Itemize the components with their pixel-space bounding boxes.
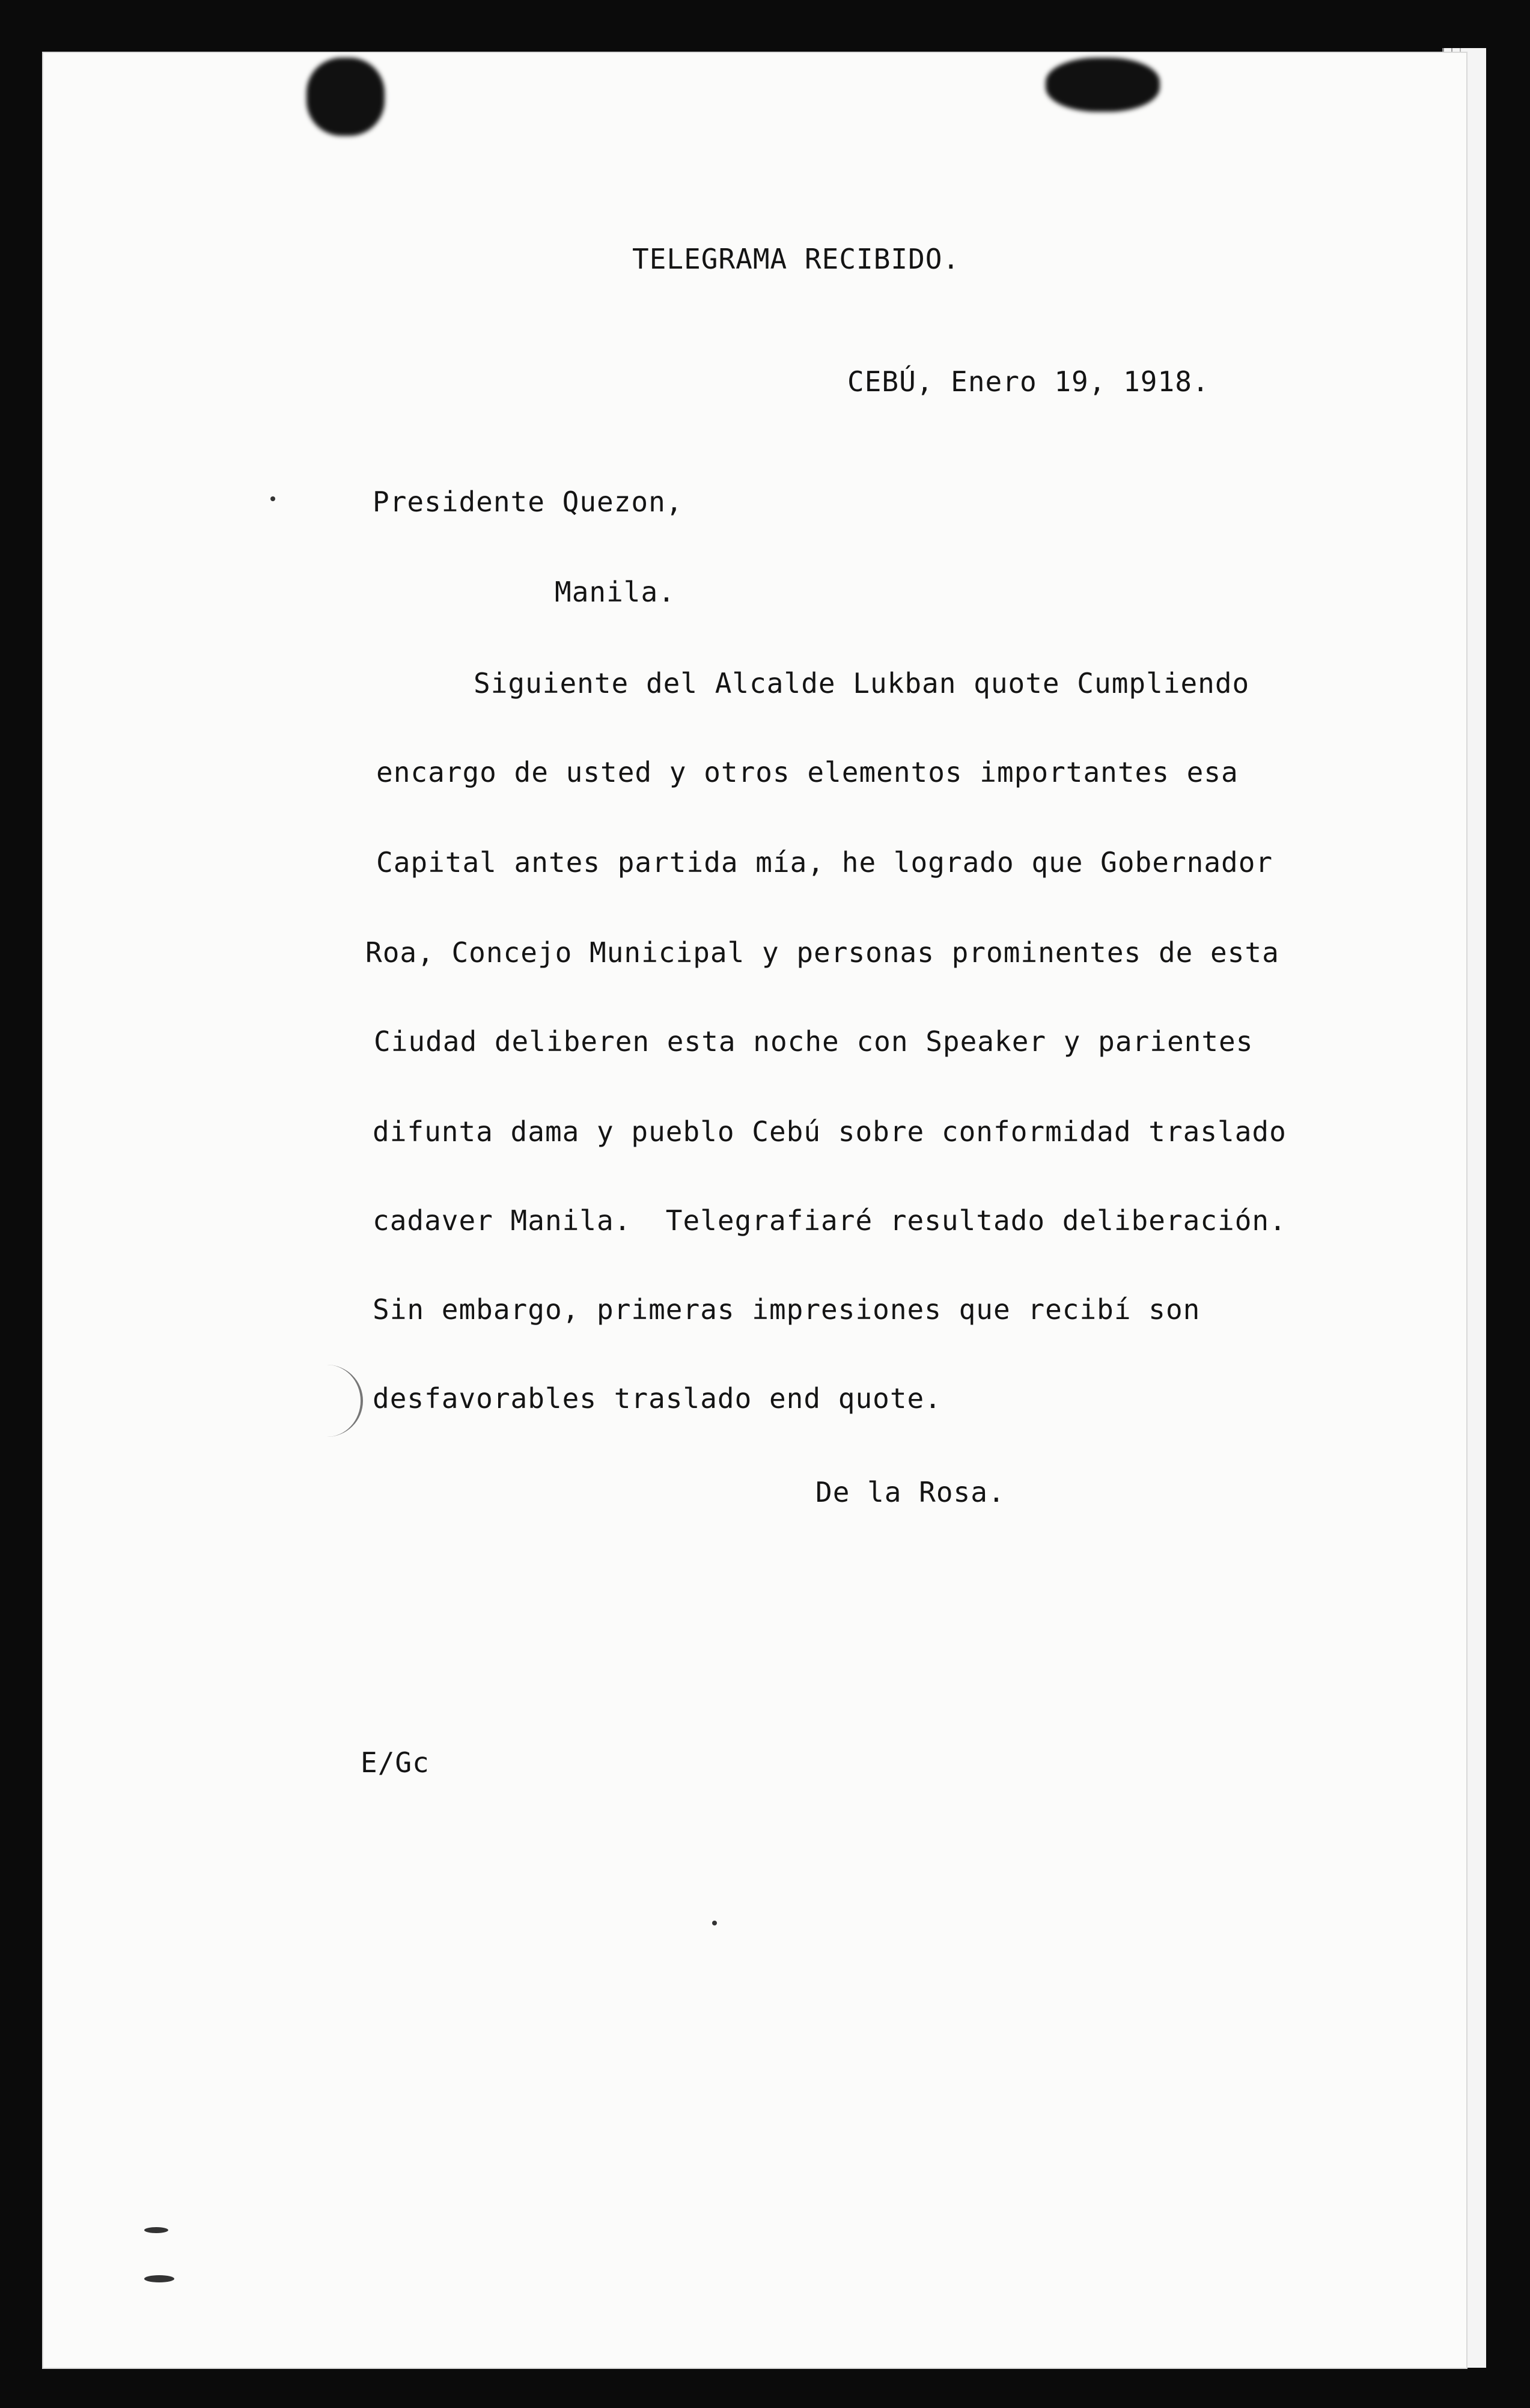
telegram-page — [42, 52, 1468, 2369]
body-line: difunta dama y pueblo Cebú sobre conformidad traslado — [373, 1115, 1287, 1148]
body-line: Capital antes partida mía, he logrado que Gobernador — [376, 846, 1273, 879]
body-line: Roa, Concejo Municipal y personas prominentes de esta — [365, 936, 1279, 969]
signature: De la Rosa. — [815, 1476, 1005, 1508]
body-line: Siguiente del Alcalde Lukban quote Cumpliendo — [474, 667, 1250, 700]
addressee-name: Presidente Quezon, — [373, 486, 683, 518]
body-line: Sin embargo, primeras impresiones que recibí son — [373, 1293, 1201, 1326]
reference-initials: E/Gc — [361, 1746, 430, 1779]
dateline: CEBÚ, Enero 19, 1918. — [847, 365, 1210, 398]
paper-fold-mark — [306, 1365, 363, 1437]
body-line: desfavorables traslado end quote. — [373, 1382, 942, 1415]
body-line: Ciudad deliberen esta noche con Speaker y parientes — [374, 1025, 1254, 1058]
binding-smudge-left — [306, 58, 385, 136]
binding-smudge-right — [1046, 58, 1160, 112]
addressee-city: Manila. — [555, 576, 675, 608]
scan-speck — [144, 2227, 168, 2233]
scan-speck — [712, 1921, 717, 1925]
body-line: encargo de usted y otros elementos importantes esa — [376, 756, 1239, 788]
scan-speck — [144, 2275, 174, 2282]
telegram-heading: TELEGRAMA RECIBIDO. — [632, 243, 960, 275]
body-line: cadaver Manila. Telegrafiaré resultado deliberación. — [373, 1204, 1287, 1237]
scan-speck — [270, 496, 275, 501]
